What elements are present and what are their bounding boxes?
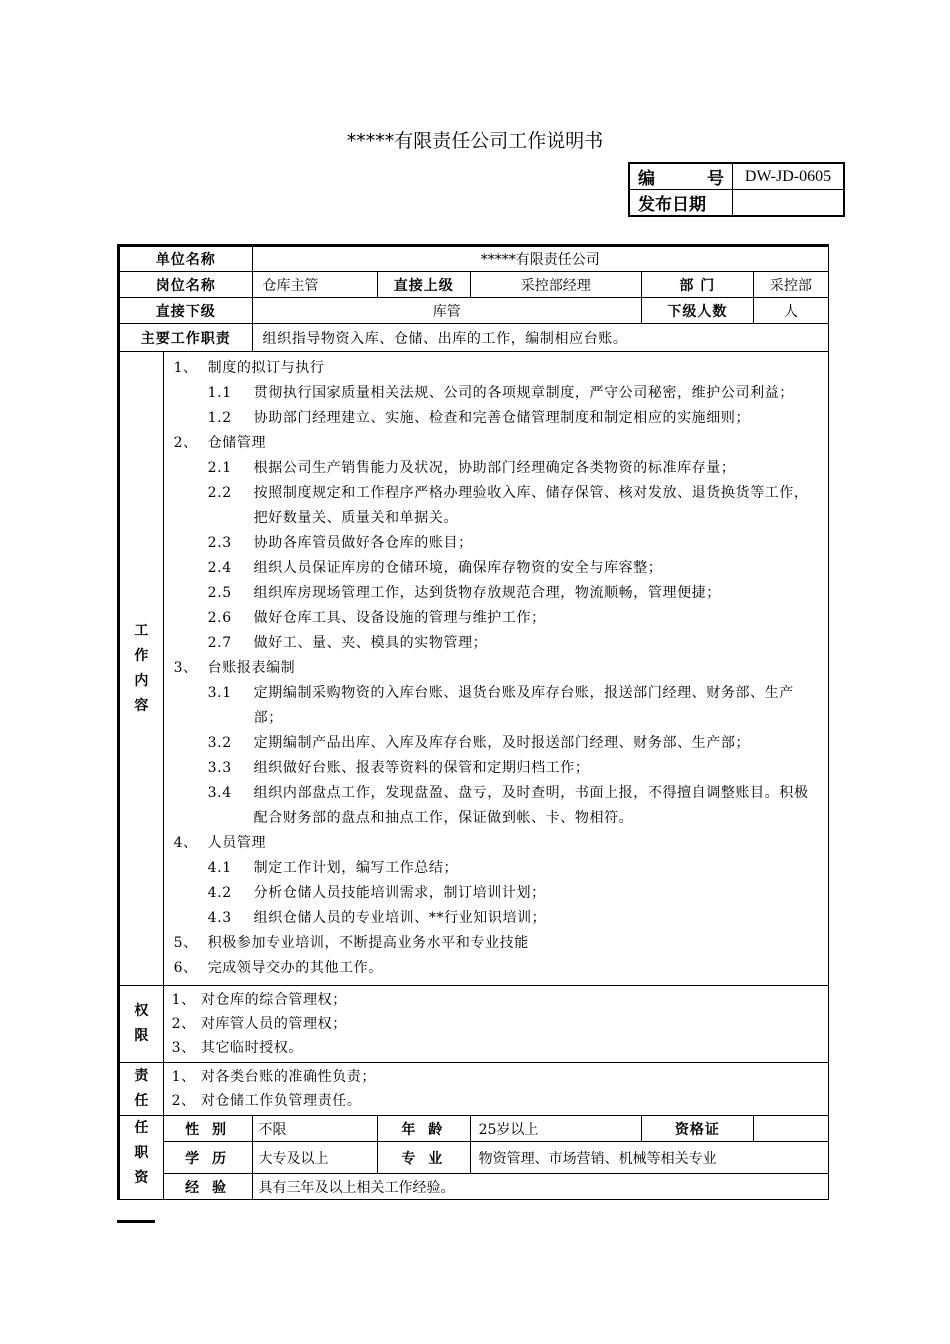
work-item: [174, 381, 820, 406]
code-label-cell: [629, 163, 733, 190]
authority-label: [119, 986, 164, 1063]
work-section-heading: [174, 931, 820, 956]
work-item-number: 4.3: [207, 910, 232, 926]
subordinate-count-value: 人: [753, 298, 828, 324]
responsibility-item: 1、 对各类台账的准确性负责；: [171, 1069, 377, 1085]
work-item: [174, 756, 820, 781]
work-section-number: 5、: [173, 935, 198, 951]
work-item-text: 按照制度规定和工作程序严格办理验收入库、储存保管、核对发放、退货换货等工作，把好数量关、质量关和单据关。: [253, 485, 809, 526]
work-item-text: 定期编制产品出库、入库及库存台账，及时报送部门经理、财务部、生产部；: [253, 735, 751, 751]
work-item: [174, 731, 820, 756]
work-item: [174, 856, 820, 881]
main-duty-value: 组织指导物资入库、仓储、出库的工作，编制相应台账。: [252, 324, 829, 352]
major-value: 物资管理、市场营销、机械等相关专业: [470, 1142, 828, 1174]
work-item-text: 做好仓库工具、设备设施的管理与维护工作；: [253, 610, 546, 626]
superior-label: 直接上级: [377, 272, 470, 298]
superior-value: 采控部经理: [470, 272, 641, 298]
unit-name-value: *****有限责任公司: [252, 246, 829, 272]
vertical-label-char: 容: [134, 697, 149, 714]
work-item-number: 3.1: [207, 685, 232, 701]
qualification-label-text: [120, 1116, 163, 1191]
work-item-text: 根据公司生产销售能力及状况，协助部门经理确定各类物资的标准库存量；: [253, 460, 736, 476]
work-item: [174, 406, 820, 431]
work-item-number: 2.3: [207, 535, 232, 551]
post-name-value: 仓库主管: [252, 272, 377, 298]
work-section-title: 人员管理: [207, 835, 267, 851]
age-label: 年 龄: [377, 1116, 470, 1142]
work-section-heading: [174, 831, 820, 856]
work-section-number: 1、: [173, 360, 198, 376]
document-title: *****有限责任公司工作说明书: [346, 130, 604, 152]
date-value: [733, 190, 845, 217]
main-duty-label: 主要工作职责: [119, 324, 253, 352]
vertical-label-char: 职: [134, 1145, 149, 1161]
table-corner-line: [117, 1220, 155, 1223]
work-item-text: 定期编制采购物资的入库台账、退货台账及库存台账，报送部门经理、财务部、生产部；: [253, 685, 794, 726]
certificate-value: [753, 1116, 828, 1142]
work-item-number: 2.1: [207, 460, 232, 476]
work-item-text: 组织内部盘点工作，发现盘盈、盘亏，及时查明，书面上报，不得擅自调整账目。积极配合财务部的盘点和抽点工作，保证做到帐、卡、物相符。: [253, 785, 809, 826]
authority-item: 2、 对库管人员的管理权；: [171, 1016, 347, 1032]
work-item-number: 2.5: [207, 585, 232, 601]
job-description-table: [117, 244, 829, 1200]
responsibility-label-text: [120, 1064, 163, 1114]
work-item: [174, 606, 820, 631]
document-header-table: [628, 162, 845, 217]
vertical-label-char: 权: [134, 1003, 149, 1019]
authority-item: 3、 其它临时授权。: [171, 1040, 304, 1056]
authority-list: [163, 986, 828, 1063]
vertical-label-char: 责: [134, 1068, 149, 1084]
certificate-label: 资格证: [642, 1116, 754, 1142]
work-section-title: 完成领导交办的其他工作。: [207, 960, 383, 976]
unit-name-label: 单位名称: [119, 246, 253, 272]
authority-item: 1、 对仓库的综合管理权；: [171, 992, 347, 1008]
work-item-number: 3.2: [207, 735, 232, 751]
work-item-number: 2.7: [207, 635, 232, 651]
date-label: 发布日期: [629, 190, 733, 217]
vertical-label-char: 任: [134, 1093, 149, 1109]
work-item-number: 1.1: [207, 385, 232, 401]
work-section-number: 2、: [173, 435, 198, 451]
education-value: 大专及以上: [252, 1142, 377, 1174]
post-name-label: 岗位名称: [119, 272, 253, 298]
vertical-label-char: 工: [134, 622, 149, 639]
work-section-heading: [174, 956, 820, 981]
label-char: 编: [638, 169, 655, 189]
work-section-heading: [174, 431, 820, 456]
responsibility-list: [163, 1063, 828, 1116]
work-item: [174, 881, 820, 906]
work-section-heading: [174, 656, 820, 681]
work-item-number: 3.4: [207, 785, 232, 801]
experience-label: 经 验: [163, 1174, 252, 1200]
vertical-label-char: 资: [134, 1170, 149, 1186]
work-item-number: 4.1: [207, 860, 232, 876]
authority-label-text: [120, 999, 163, 1049]
work-item: [174, 681, 820, 731]
qualification-label: [119, 1116, 164, 1200]
work-item-number: 4.2: [207, 885, 232, 901]
subordinate-value: 库管: [252, 298, 642, 324]
work-item-text: 制定工作计划，编写工作总结；: [253, 860, 459, 876]
work-item-number: 2.2: [207, 485, 232, 501]
work-content-label-text: [120, 619, 163, 719]
work-item-text: 组织库房现场管理工作，达到货物存放规范合理，物流顺畅，管理便捷；: [253, 585, 721, 601]
education-label: 学 历: [163, 1142, 252, 1174]
work-section-number: 4、: [173, 835, 198, 851]
work-section-heading: [174, 356, 820, 381]
work-section-title: 制度的拟订与执行: [207, 360, 325, 376]
work-section-number: 3、: [173, 660, 198, 676]
work-section-title: 积极参加专业培训，不断提高业务水平和专业技能: [207, 935, 529, 951]
department-label: 部 门: [642, 272, 754, 298]
experience-value: 具有三年及以上相关工作经验。: [252, 1174, 829, 1200]
work-item: [174, 581, 820, 606]
vertical-label-char: 内: [134, 672, 149, 689]
work-item-number: 3.3: [207, 760, 232, 776]
work-item-number: 1.2: [207, 410, 232, 426]
work-section-number: 6、: [173, 960, 198, 976]
work-section-title: 台账报表编制: [207, 660, 296, 676]
subordinate-count-label: 下级人数: [642, 298, 754, 324]
age-value: 25岁以上: [470, 1116, 641, 1142]
subordinate-label: 直接下级: [119, 298, 253, 324]
work-item-number: 2.4: [207, 560, 232, 576]
work-item-text: 分析仓储人员技能培训需求，制订培训计划；: [253, 885, 546, 901]
work-item: [174, 531, 820, 556]
work-item: [174, 631, 820, 656]
work-item: [174, 556, 820, 581]
vertical-label-char: 限: [134, 1028, 149, 1044]
vertical-label-char: 作: [134, 647, 149, 664]
work-item-text: 协助部门经理建立、实施、检查和完善仓储管理制度和制定相应的实施细则；: [253, 410, 751, 426]
responsibility-item: 2、 对仓储工作负管理责任。: [171, 1093, 362, 1109]
code-value: DW-JD-0605: [733, 163, 845, 190]
work-item: [174, 481, 820, 531]
responsibility-label: [119, 1063, 164, 1116]
gender-value: 不限: [252, 1116, 377, 1142]
work-item-text: 组织仓储人员的专业培训、**行业知识培训；: [253, 910, 547, 926]
work-item-text: 贯彻执行国家质量相关法规、公司的各项规章制度，严守公司秘密，维护公司利益；: [253, 385, 794, 401]
code-label: [638, 164, 732, 189]
major-label: 专 业: [377, 1142, 470, 1174]
work-section-title: 仓储管理: [207, 435, 267, 451]
work-item-text: 组织人员保证库房的仓储环境，确保库存物资的安全与库容整；: [253, 560, 663, 576]
work-item-text: 做好工、量、夹、模具的实物管理；: [253, 635, 488, 651]
work-item: [174, 781, 820, 831]
label-char: 号: [707, 169, 724, 189]
work-item: [174, 456, 820, 481]
department-value: 采控部: [753, 272, 828, 298]
work-content: [163, 352, 828, 986]
vertical-label-char: 任: [134, 1120, 149, 1136]
gender-label: 性 别: [163, 1116, 252, 1142]
work-content-label: [119, 352, 164, 986]
work-item-text: 组织做好台账、报表等资料的保管和定期归档工作；: [253, 760, 590, 776]
work-item-text: 协助各库管员做好各仓库的账目；: [253, 535, 473, 551]
work-item-number: 2.6: [207, 610, 232, 626]
work-item: [174, 906, 820, 931]
